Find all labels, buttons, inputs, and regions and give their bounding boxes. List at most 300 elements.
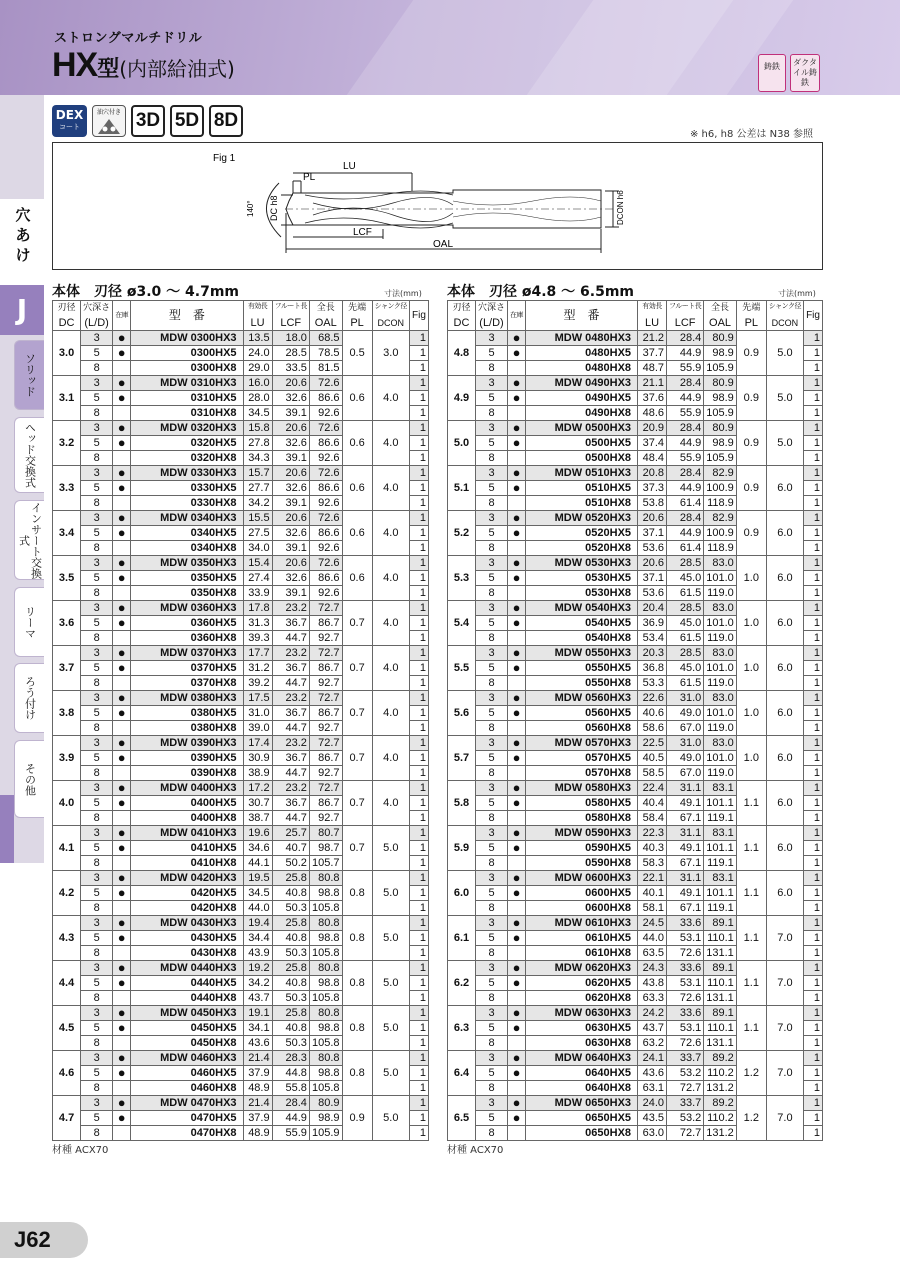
ld-cell: 5 (81, 976, 113, 991)
model-cell: MDW 0310HX3 (131, 376, 243, 391)
fig-cell: 1 (409, 631, 428, 646)
oal-cell: 89.1 (704, 1006, 737, 1021)
side-tab-head[interactable] (14, 417, 44, 493)
title-type: 型 (97, 57, 120, 82)
fig-cell: 1 (804, 586, 823, 601)
oal-cell: 105.8 (309, 1081, 342, 1096)
ld-cell: 3 (476, 871, 508, 886)
lu-cell: 43.7 (243, 991, 272, 1006)
table-row (448, 466, 823, 481)
pl-cell: 0.6 (342, 511, 372, 556)
fig-cell: 1 (409, 1126, 428, 1141)
pl-cell: 0.8 (342, 1006, 372, 1051)
stock-dot (113, 496, 131, 511)
table-row (53, 556, 429, 571)
oal-cell: 80.8 (309, 961, 342, 976)
table-row (53, 1096, 429, 1111)
stock-dot: ● (508, 826, 526, 841)
stock-dot: ● (113, 556, 131, 571)
angle-label: 140° (246, 200, 255, 217)
model-cell: 0560HX5 (526, 706, 638, 721)
header-band (0, 0, 900, 95)
stock-dot: ● (508, 616, 526, 631)
stock-dot (113, 586, 131, 601)
stock-dot: ● (113, 376, 131, 391)
ld-cell: 5 (476, 841, 508, 856)
ld-cell: 5 (476, 796, 508, 811)
lcf-cell: 25.7 (272, 826, 309, 841)
model-cell: MDW 0510HX3 (526, 466, 638, 481)
lu-cell: 27.8 (243, 436, 272, 451)
stock-dot (113, 946, 131, 961)
ld-cell: 3 (81, 1051, 113, 1066)
stock-dot (508, 766, 526, 781)
ld-cell: 3 (81, 376, 113, 391)
lcf-cell: 44.9 (272, 1111, 309, 1126)
fig-cell: 1 (409, 661, 428, 676)
lcf-cell: 28.4 (667, 421, 704, 436)
lcf-cell: 44.7 (272, 811, 309, 826)
fig-cell: 1 (804, 406, 823, 421)
oal-cell: 89.2 (704, 1051, 737, 1066)
stock-dot: ● (113, 601, 131, 616)
ld-cell: 5 (81, 436, 113, 451)
model-cell: 0310HX5 (131, 391, 243, 406)
stock-dot: ● (113, 961, 131, 976)
model-cell: MDW 0460HX3 (131, 1051, 243, 1066)
stock-dot: ● (508, 481, 526, 496)
lcf-cell: 20.6 (272, 376, 309, 391)
lu-cell: 53.6 (638, 541, 667, 556)
lu-cell: 19.5 (243, 871, 272, 886)
lu-cell: 44.0 (638, 931, 667, 946)
lu-cell: 16.0 (243, 376, 272, 391)
model-cell: MDW 0650HX3 (526, 1096, 638, 1111)
table-row (448, 421, 823, 436)
model-cell: 0370HX8 (131, 676, 243, 691)
dc-label: DC h8 (269, 195, 279, 221)
lu-cell: 21.4 (243, 1051, 272, 1066)
lu-cell: 20.3 (638, 646, 667, 661)
ld-cell: 3 (81, 511, 113, 526)
lcf-cell: 50.3 (272, 901, 309, 916)
side-tab-brazed[interactable] (14, 663, 44, 733)
lcf-cell: 49.0 (667, 751, 704, 766)
fig-cell: 1 (409, 676, 428, 691)
stock-dot (508, 676, 526, 691)
ld-8d-icon: 8D (209, 105, 243, 137)
lcf-cell: 33.6 (667, 1006, 704, 1021)
dcon-cell: 6.0 (766, 466, 803, 511)
ld-cell: 3 (476, 511, 508, 526)
fig-cell: 1 (804, 631, 823, 646)
dcon-cell: 5.0 (372, 871, 409, 916)
ld-cell: 8 (81, 451, 113, 466)
column-header: 全長 (704, 301, 737, 316)
ld-cell: 8 (476, 811, 508, 826)
ld-cell: 8 (476, 541, 508, 556)
lcf-cell: 44.9 (667, 526, 704, 541)
oal-cell: 98.8 (309, 886, 342, 901)
oal-cell: 82.9 (704, 466, 737, 481)
lu-cell: 24.3 (638, 961, 667, 976)
dcon-cell: 6.0 (766, 556, 803, 601)
lu-cell: 43.6 (243, 1036, 272, 1051)
table-row (448, 1051, 823, 1066)
model-cell: MDW 0540HX3 (526, 601, 638, 616)
stock-dot (113, 1126, 131, 1141)
work-materials (758, 54, 820, 92)
side-index (0, 95, 44, 863)
oal-cell: 72.6 (309, 556, 342, 571)
model-cell: 0360HX5 (131, 616, 243, 631)
oal-cell: 86.7 (309, 706, 342, 721)
lcf-cell: 72.6 (667, 1036, 704, 1051)
lcf-cell: 28.5 (667, 646, 704, 661)
side-tab-reamer[interactable] (14, 587, 44, 657)
lcf-cell: 36.7 (272, 796, 309, 811)
fig-cell: 1 (409, 541, 428, 556)
fig-cell: 1 (804, 841, 823, 856)
lcf-cell: 31.1 (667, 826, 704, 841)
ld-cell: 3 (81, 961, 113, 976)
oal-cell: 83.0 (704, 736, 737, 751)
stock-dot (113, 541, 131, 556)
stock-dot: ● (113, 1051, 131, 1066)
oal-cell: 86.7 (309, 661, 342, 676)
lcf-cell: 33.7 (667, 1051, 704, 1066)
title-series: HX (52, 46, 98, 84)
fig-cell: 1 (409, 571, 428, 586)
column-header: LU (638, 316, 667, 331)
ld-cell: 8 (476, 946, 508, 961)
lu-cell: 30.9 (243, 751, 272, 766)
stock-dot: ● (508, 511, 526, 526)
lcf-cell: 40.8 (272, 886, 309, 901)
model-cell: 0500HX8 (526, 451, 638, 466)
lu-cell: 15.4 (243, 556, 272, 571)
column-header: 全長 (309, 301, 342, 316)
oal-cell: 98.9 (309, 1111, 342, 1126)
ld-cell: 3 (476, 376, 508, 391)
lcf-cell: 36.7 (272, 751, 309, 766)
lcf-cell: 20.6 (272, 556, 309, 571)
dcon-cell: 7.0 (766, 961, 803, 1006)
oal-cell: 86.6 (309, 481, 342, 496)
side-tab-solid[interactable] (14, 340, 44, 410)
fig-cell: 1 (409, 451, 428, 466)
model-cell: 0520HX8 (526, 541, 638, 556)
oal-cell: 110.1 (704, 1021, 737, 1036)
model-cell: MDW 0300HX3 (131, 331, 243, 346)
fig-cell: 1 (804, 1021, 823, 1036)
oal-cell: 86.7 (309, 751, 342, 766)
fig-cell: 1 (804, 991, 823, 1006)
dc-cell: 4.5 (53, 1006, 81, 1051)
stock-dot: ● (508, 751, 526, 766)
lu-cell: 28.0 (243, 391, 272, 406)
fig-cell: 1 (409, 796, 428, 811)
model-cell: 0350HX5 (131, 571, 243, 586)
coat-label: DEX (55, 108, 84, 122)
ld-cell: 5 (476, 706, 508, 721)
lcf-cell: 28.5 (667, 556, 704, 571)
model-cell: 0300HX8 (131, 361, 243, 376)
lu-cell: 24.0 (243, 346, 272, 361)
fig-cell: 1 (409, 1021, 428, 1036)
model-cell: 0400HX8 (131, 811, 243, 826)
fig-cell: 1 (409, 526, 428, 541)
product-title (52, 46, 235, 85)
oal-cell: 72.6 (309, 466, 342, 481)
model-cell: 0590HX8 (526, 856, 638, 871)
fig-cell: 1 (804, 1081, 823, 1096)
oal-cell: 80.8 (309, 1006, 342, 1021)
lu-cell: 24.1 (638, 1051, 667, 1066)
stock-dot (113, 901, 131, 916)
lu-cell: 22.1 (638, 871, 667, 886)
model-cell: MDW 0600HX3 (526, 871, 638, 886)
stock-dot (508, 1081, 526, 1096)
side-char: け (15, 246, 31, 264)
model-cell: 0430HX8 (131, 946, 243, 961)
stock-dot: ● (508, 1051, 526, 1066)
material-note-left: 材種 ACX70 (52, 1145, 109, 1156)
lu-cell: 31.3 (243, 616, 272, 631)
ld-cell: 8 (476, 721, 508, 736)
model-cell: 0540HX5 (526, 616, 638, 631)
model-cell: 0620HX5 (526, 976, 638, 991)
table-row (448, 691, 823, 706)
dcon-cell: 4.0 (372, 601, 409, 646)
table-row (53, 961, 429, 976)
dc-cell: 4.8 (448, 331, 476, 376)
model-cell: MDW 0360HX3 (131, 601, 243, 616)
model-cell: 0350HX8 (131, 586, 243, 601)
model-cell: 0450HX8 (131, 1036, 243, 1051)
fig-cell: 1 (409, 931, 428, 946)
fig-cell: 1 (804, 646, 823, 661)
model-cell: 0320HX5 (131, 436, 243, 451)
lu-cell: 40.6 (638, 706, 667, 721)
lu-cell: 24.2 (638, 1006, 667, 1021)
stock-dot: ● (113, 616, 131, 631)
pl-cell: 0.7 (342, 691, 372, 736)
lcf-cell: 44.8 (272, 1066, 309, 1081)
table-row (53, 1051, 429, 1066)
oal-cell: 86.7 (309, 616, 342, 631)
ld-cell: 8 (476, 1126, 508, 1141)
table-row (53, 601, 429, 616)
dcon-cell: 5.0 (766, 376, 803, 421)
lcf-cell: 55.8 (272, 1081, 309, 1096)
lu-cell: 29.0 (243, 361, 272, 376)
lu-cell: 27.7 (243, 481, 272, 496)
fig-cell: 1 (409, 391, 428, 406)
stock-dot: ● (508, 556, 526, 571)
lcf-cell: 53.1 (667, 976, 704, 991)
dcon-cell: 5.0 (372, 826, 409, 871)
stock-dot (508, 811, 526, 826)
lu-cell: 53.4 (638, 631, 667, 646)
lcf-cell: 28.4 (667, 511, 704, 526)
ld-cell: 8 (476, 856, 508, 871)
table-row (448, 781, 823, 796)
model-cell: 0460HX8 (131, 1081, 243, 1096)
dcon-cell: 4.0 (372, 421, 409, 466)
oal-cell: 83.1 (704, 781, 737, 796)
dcon-cell: 4.0 (372, 466, 409, 511)
fig-cell: 1 (804, 496, 823, 511)
oal-cell: 101.0 (704, 661, 737, 676)
oal-cell: 119.0 (704, 631, 737, 646)
oil-label: 油穴付き (96, 109, 121, 116)
oal-cell: 98.9 (704, 391, 737, 406)
oal-cell: 131.1 (704, 991, 737, 1006)
fig-cell: 1 (804, 886, 823, 901)
column-header: 型 番 (131, 301, 243, 331)
side-tab-label: インサート交換式 (17, 501, 43, 579)
ld-cell: 3 (81, 646, 113, 661)
stock-dot: ● (508, 421, 526, 436)
lcf-cell: 40.8 (272, 1021, 309, 1036)
ld-cell: 5 (81, 1111, 113, 1126)
ld-cell: 3 (476, 1096, 508, 1111)
fig-cell: 1 (409, 346, 428, 361)
lcf-cell: 50.3 (272, 946, 309, 961)
pl-cell: 1.0 (736, 736, 766, 781)
ld-cell: 8 (476, 991, 508, 1006)
lcf-cell: 53.1 (667, 1021, 704, 1036)
pl-cell: 0.8 (342, 961, 372, 1006)
lu-cell: 48.6 (638, 406, 667, 421)
side-tab-insert[interactable] (14, 500, 44, 580)
oal-cell: 101.1 (704, 841, 737, 856)
oil-hole-icon (92, 105, 126, 137)
pl-cell: 1.1 (736, 781, 766, 826)
table-row (53, 331, 429, 346)
dc-cell: 5.3 (448, 556, 476, 601)
lu-cell: 37.4 (638, 436, 667, 451)
lcf-cell: 67.0 (667, 766, 704, 781)
ld-cell: 3 (81, 916, 113, 931)
stock-dot: ● (508, 436, 526, 451)
oal-cell: 72.6 (309, 421, 342, 436)
side-tab-other[interactable] (14, 740, 44, 818)
stock-dot: ● (508, 841, 526, 856)
fig-cell: 1 (409, 871, 428, 886)
dc-cell: 3.3 (53, 466, 81, 511)
ld-cell: 3 (476, 916, 508, 931)
stock-dot: ● (508, 526, 526, 541)
stock-dot (113, 721, 131, 736)
lcf-cell: 39.1 (272, 541, 309, 556)
ld-cell: 5 (476, 571, 508, 586)
column-header: DCON (372, 316, 409, 331)
stock-dot (508, 496, 526, 511)
fig-cell: 1 (804, 796, 823, 811)
lcf-cell: 72.6 (667, 991, 704, 1006)
lcf-cell: 36.7 (272, 616, 309, 631)
fig-cell: 1 (409, 406, 428, 421)
lcf-cell: 31.0 (667, 691, 704, 706)
column-header: 穴深さ (81, 301, 113, 316)
ld-cell: 5 (476, 886, 508, 901)
model-cell: 0650HX8 (526, 1126, 638, 1141)
lu-cell: 20.6 (638, 511, 667, 526)
ld-cell: 8 (81, 721, 113, 736)
stock-dot: ● (113, 871, 131, 886)
ld-cell: 3 (476, 781, 508, 796)
lu-cell: 20.4 (638, 601, 667, 616)
model-cell: 0610HX8 (526, 946, 638, 961)
oal-cell: 89.2 (704, 1096, 737, 1111)
oal-cell: 81.5 (309, 361, 342, 376)
model-cell: 0640HX5 (526, 1066, 638, 1081)
oal-cell: 80.9 (704, 331, 737, 346)
oal-cell: 92.6 (309, 496, 342, 511)
model-cell: 0430HX5 (131, 931, 243, 946)
ld-cell: 3 (81, 601, 113, 616)
oal-cell: 100.9 (704, 526, 737, 541)
ld-cell: 8 (81, 811, 113, 826)
unit-right: 寸法(mm) (778, 289, 816, 298)
lcf-cell: 25.8 (272, 1006, 309, 1021)
lu-cell: 19.2 (243, 961, 272, 976)
lu-cell: 58.6 (638, 721, 667, 736)
table-row (448, 601, 823, 616)
lcf-cell: 67.1 (667, 901, 704, 916)
lu-cell: 19.6 (243, 826, 272, 841)
ld-cell: 8 (476, 586, 508, 601)
lu-cell: 43.9 (243, 946, 272, 961)
pl-cell: 0.5 (342, 331, 372, 376)
model-cell: 0340HX8 (131, 541, 243, 556)
fig-cell: 1 (409, 976, 428, 991)
lcf-cell: 72.7 (667, 1081, 704, 1096)
ld-cell: 5 (476, 616, 508, 631)
ld-cell: 3 (476, 826, 508, 841)
lcf-cell: 44.9 (667, 391, 704, 406)
oal-cell: 98.8 (309, 1021, 342, 1036)
lcf-cell: 61.4 (667, 541, 704, 556)
oal-cell: 131.2 (704, 1081, 737, 1096)
dc-cell: 4.1 (53, 826, 81, 871)
lu-cell: 37.6 (638, 391, 667, 406)
stock-dot: ● (113, 751, 131, 766)
model-cell: 0550HX8 (526, 676, 638, 691)
ld-cell: 8 (81, 946, 113, 961)
dcon-cell: 6.0 (766, 646, 803, 691)
fig-cell: 1 (804, 1051, 823, 1066)
ld-cell: 3 (476, 1051, 508, 1066)
ld-cell: 5 (81, 616, 113, 631)
ld-cell: 5 (476, 346, 508, 361)
pl-cell: 0.9 (736, 511, 766, 556)
stock-dot: ● (508, 1006, 526, 1021)
lcf-cell: 61.4 (667, 496, 704, 511)
lu-cell: 37.1 (638, 526, 667, 541)
ld-cell: 8 (81, 496, 113, 511)
oal-cell: 72.7 (309, 736, 342, 751)
unit-left: 寸法(mm) (384, 289, 422, 298)
lu-cell: 36.9 (638, 616, 667, 631)
fig-cell: 1 (804, 1006, 823, 1021)
lcf-cell: 44.7 (272, 721, 309, 736)
stock-dot: ● (113, 511, 131, 526)
fig-cell: 1 (804, 556, 823, 571)
dc-cell: 6.0 (448, 871, 476, 916)
